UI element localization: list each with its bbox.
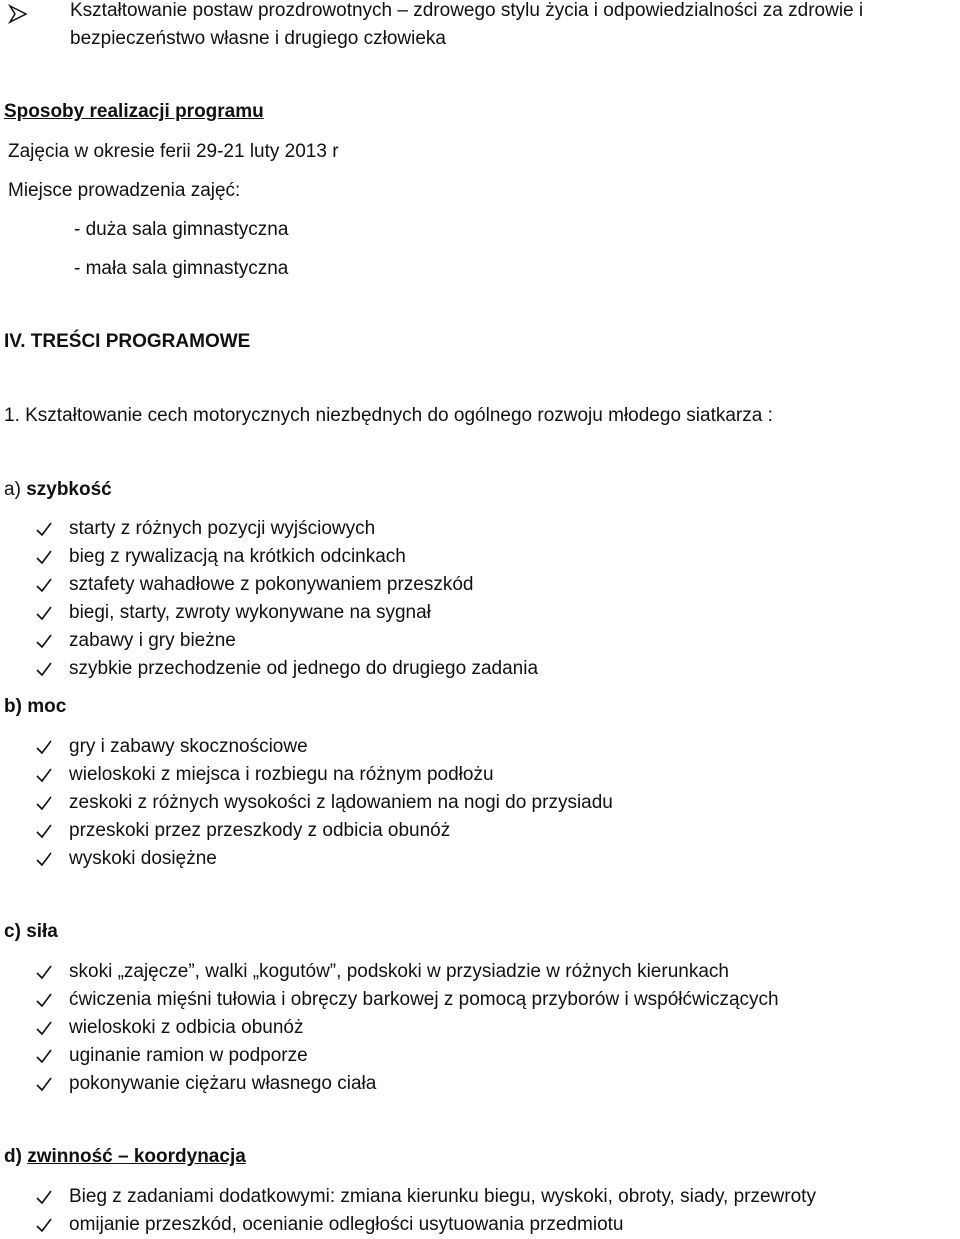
list-item-text: pokonywanie ciężaru własnego ciała [69, 1073, 377, 1094]
list-item-text: biegi, starty, zwroty wykonywane na sygnał [69, 602, 431, 623]
list-item [36, 1070, 779, 1098]
list-item-text: skoki „zajęcze”, walki „kogutów”, podskoki w przysiadzie w różnych kierunkach [69, 961, 729, 982]
list-item-text: sztafety wahadłowe z pokonywaniem przeszkód [69, 574, 474, 595]
list-item [36, 655, 538, 683]
list-item [36, 845, 613, 873]
sub-heading-speed [4, 479, 112, 501]
intro-line-2: bezpieczeństwo własne i drugiego człowieka [70, 28, 446, 49]
list-item [36, 1211, 816, 1239]
list-item [36, 1183, 816, 1211]
list-item-text: wieloskoki z miejsca i rozbiegu na różnym podłożu [69, 764, 494, 785]
list-item-text: zeskoki z różnych wysokości z lądowaniem na nogi do przysiadu [69, 792, 613, 813]
list-item-text: ćwiczenia mięśni tułowia i obręczy barkowej z pomocą przyborów i współćwiczących [69, 989, 779, 1010]
list-item [36, 986, 779, 1014]
sub-heading-power [4, 696, 66, 718]
checkmark-icon [36, 550, 52, 565]
realization-dates: Zajęcia w okresie ferii 29-21 luty 2013 r [8, 141, 339, 162]
checkmark-icon [36, 993, 52, 1008]
checkmark-icon [36, 740, 52, 755]
sub-heading-letter: c) [4, 921, 21, 942]
power-list [36, 733, 613, 873]
list-item-text: zabawy i gry bieżne [69, 630, 236, 651]
list-item-text: bieg z rywalizacją na krótkich odcinkach [69, 546, 406, 567]
list-item-text: gry i zabawy skocznościowe [69, 736, 308, 757]
intro-line-1: Kształtowanie postaw prozdrowotnych – zdrowego stylu życia i odpowiedzialności za zdrowie i [70, 0, 864, 21]
checkmark-icon [36, 606, 52, 621]
list-item [36, 627, 538, 655]
sub-heading-agility [4, 1146, 246, 1168]
place-item-1: - duża sala gimnastyczna [74, 219, 289, 240]
list-item [36, 733, 613, 761]
program-heading: IV. TREŚCI PROGRAMOWE [4, 331, 251, 352]
list-item-text: uginanie ramion w podporze [69, 1045, 308, 1066]
strength-list [36, 958, 779, 1098]
list-item-text: starty z różnych pozycji wyjściowych [69, 518, 376, 539]
checkmark-icon [36, 768, 52, 783]
agility-list [36, 1183, 816, 1239]
sub-heading-title: zwinność – koordynacja [27, 1146, 246, 1167]
sub-heading-letter: d) [4, 1146, 22, 1167]
section-1-heading: 1. Kształtowanie cech motorycznych niezbędnych do ogólnego rozwoju młodego siatkarza : [4, 405, 773, 426]
checkmark-icon [36, 634, 52, 649]
list-item [36, 543, 538, 571]
place-label: Miejsce prowadzenia zajęć: [8, 180, 241, 201]
sub-heading-strength [4, 921, 58, 943]
realization-heading: Sposoby realizacji programu [4, 101, 264, 122]
list-item [36, 1014, 779, 1042]
place-item-2: - mała sala gimnastyczna [74, 258, 289, 279]
checkmark-icon [36, 662, 52, 677]
list-item [36, 1042, 779, 1070]
checkmark-icon [36, 824, 52, 839]
list-item [36, 817, 613, 845]
sub-heading-title: moc [27, 696, 67, 717]
checkmark-icon [36, 1021, 52, 1036]
arrow-bullet-icon [8, 4, 28, 24]
list-item-text: Bieg z zadaniami dodatkowymi: zmiana kierunku biegu, wyskoki, obroty, siady, przewroty [69, 1186, 816, 1207]
checkmark-icon [36, 796, 52, 811]
list-item-text: omijanie przeszkód, ocenianie odległości usytuowania przedmiotu [69, 1214, 624, 1235]
list-item [36, 599, 538, 627]
list-item-text: szybkie przechodzenie od jednego do drugiego zadania [69, 658, 539, 679]
checkmark-icon [36, 965, 52, 980]
list-item [36, 958, 779, 986]
checkmark-icon [36, 852, 52, 867]
checkmark-icon [36, 578, 52, 593]
list-item [36, 761, 613, 789]
checkmark-icon [36, 522, 52, 537]
list-item-text: wyskoki dosiężne [69, 848, 217, 869]
list-item-text: wieloskoki z odbicia obunóż [69, 1017, 304, 1038]
list-item-text: przeskoki przez przeszkody z odbicia obunóż [69, 820, 451, 841]
sub-heading-title: szybkość [26, 479, 112, 500]
list-item [36, 571, 538, 599]
sub-heading-letter: a) [4, 479, 21, 500]
sub-heading-title: siła [26, 921, 58, 942]
sub-heading-letter: b) [4, 696, 22, 717]
speed-list [36, 515, 538, 683]
list-item [36, 515, 538, 543]
list-item [36, 789, 613, 817]
checkmark-icon [36, 1049, 52, 1064]
checkmark-icon [36, 1077, 52, 1092]
checkmark-icon [36, 1190, 52, 1205]
checkmark-icon [36, 1218, 52, 1233]
